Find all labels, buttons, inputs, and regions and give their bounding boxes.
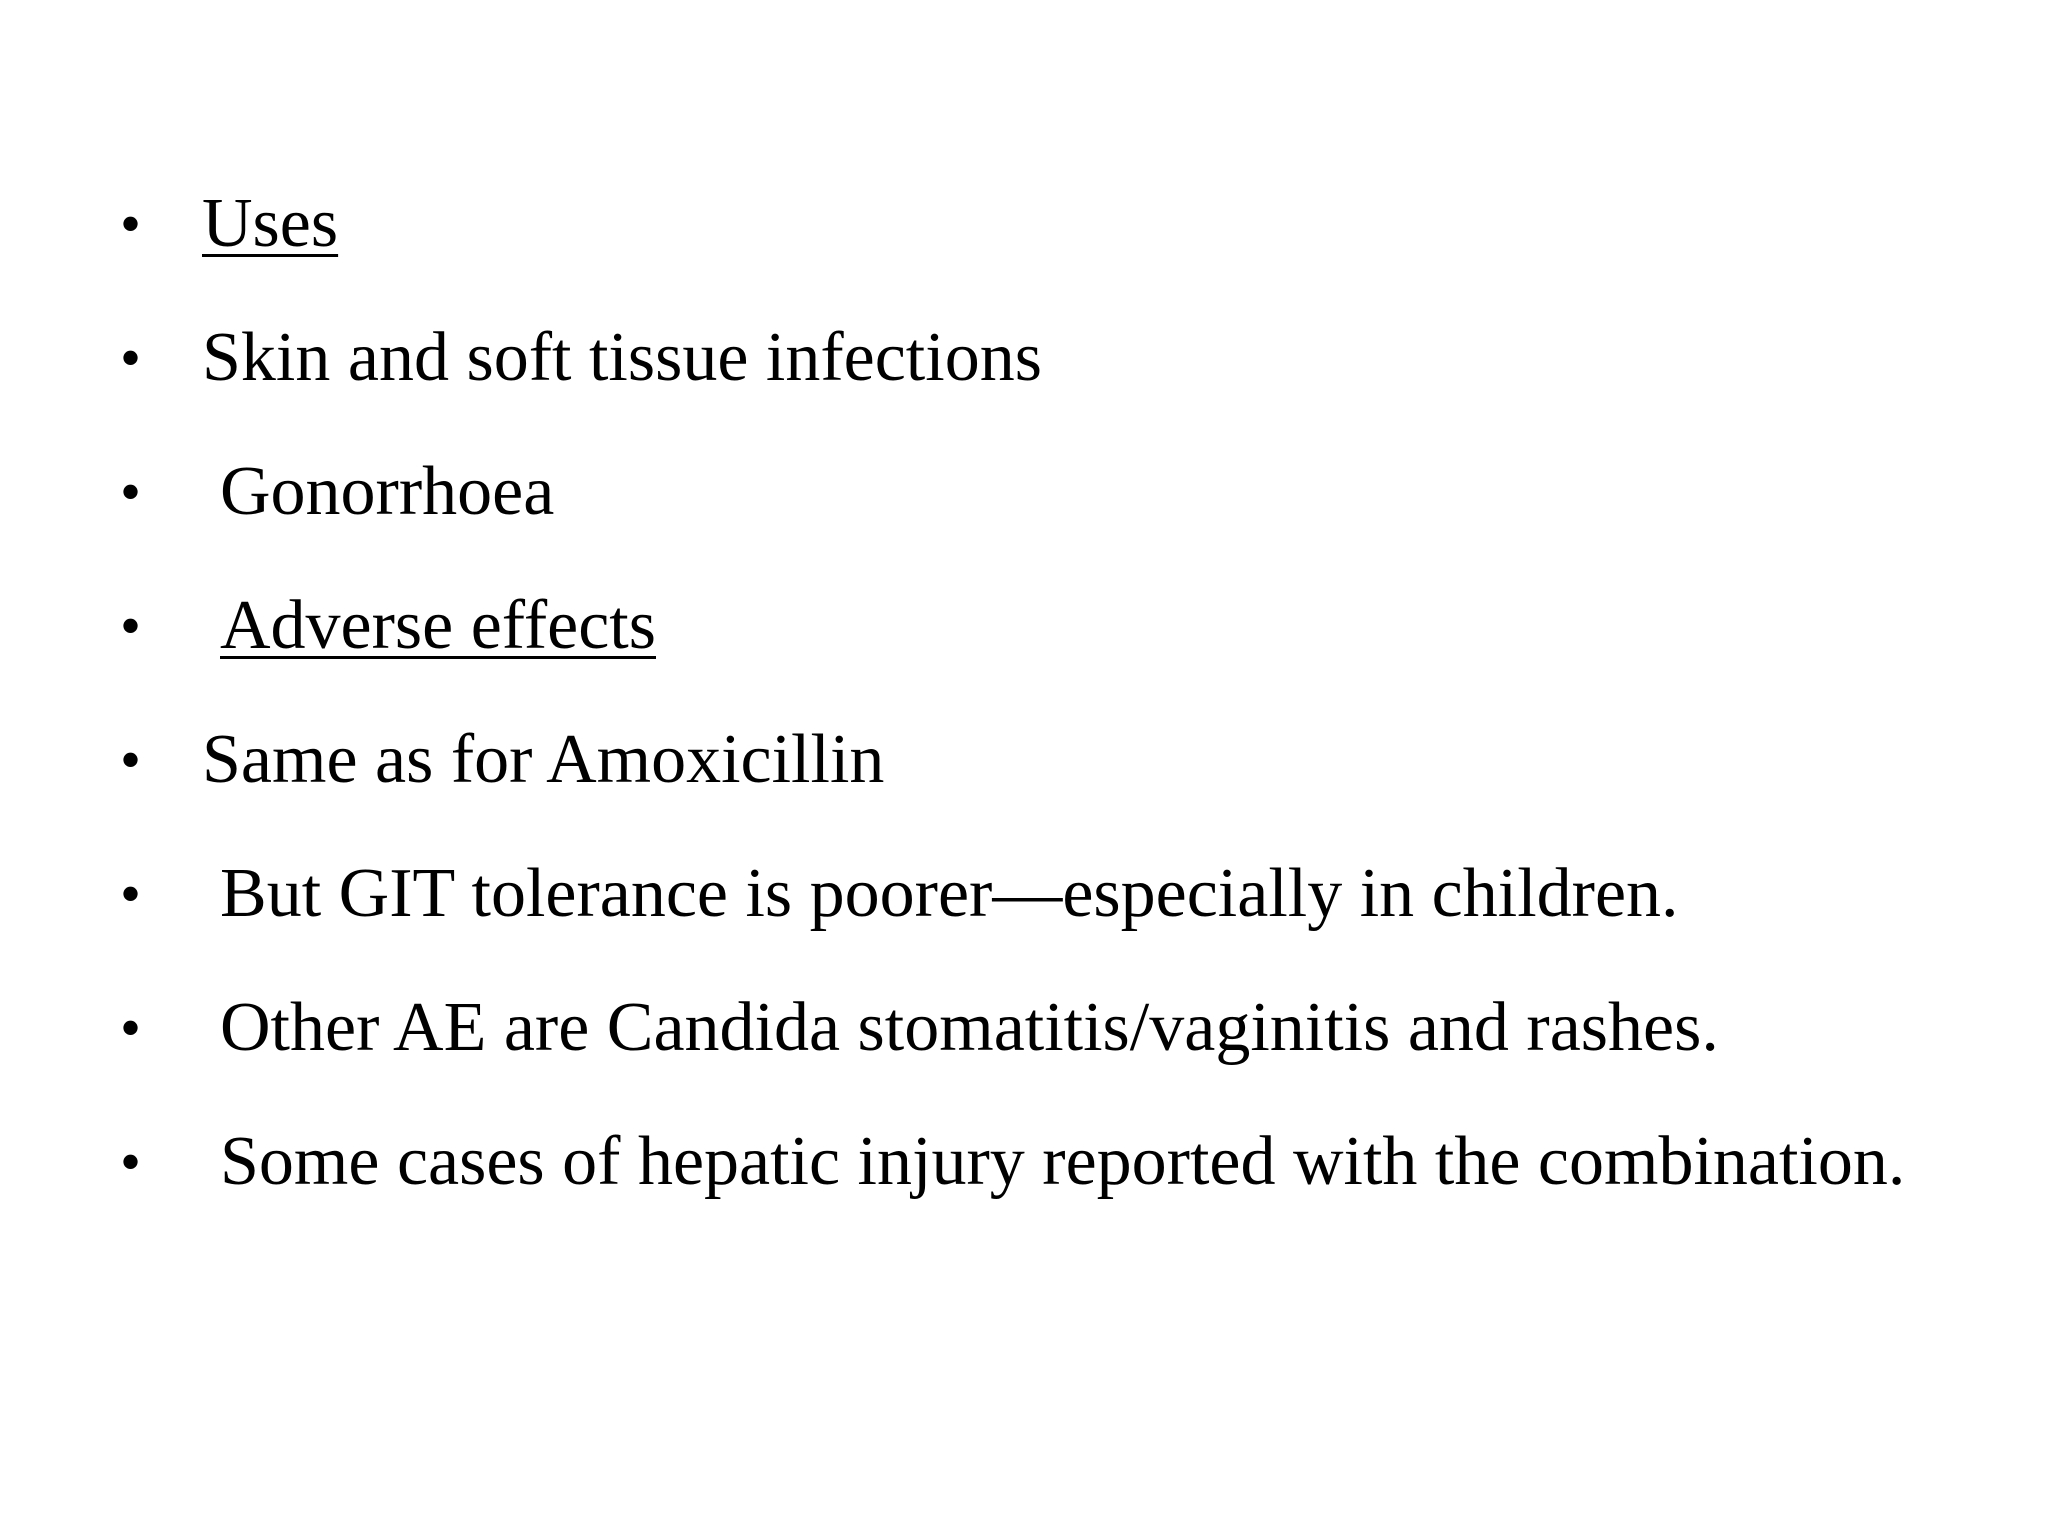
list-item-text: Same as for Amoxicillin [202,721,885,798]
bullet-icon: • [120,995,142,1061]
bullet-icon: • [120,1129,142,1195]
list-item-text: But GIT tolerance is poorer—especially in children. [220,855,1679,932]
list-item [120,1103,1978,1221]
bullet-icon: • [120,593,142,659]
bullet-icon: • [120,727,142,793]
list-item-text: Skin and soft tissue infections [202,319,1042,396]
list-item [120,299,1940,433]
list-item-text: Some cases of hepatic injury reported with the combination. [220,1123,1906,1200]
bullet-icon: • [120,459,142,525]
list-item [120,165,1940,299]
list-item [120,701,1940,835]
bullet-list [120,165,1940,1221]
list-item [120,835,1940,969]
list-item [120,969,1940,1103]
list-item-text: Other AE are Candida stomatitis/vaginitis and rashes. [220,989,1719,1066]
bullet-icon: • [120,191,142,257]
bullet-icon: • [120,325,142,391]
section-heading-adverse-effects-wrapper [202,587,656,664]
section-heading-uses: Uses [202,185,339,262]
list-item [120,567,1940,701]
list-item-text: Gonorrhoea [220,453,555,530]
bullet-icon: • [120,861,142,927]
section-heading-adverse-effects: Adverse effects [220,587,656,664]
list-item [120,433,1940,567]
